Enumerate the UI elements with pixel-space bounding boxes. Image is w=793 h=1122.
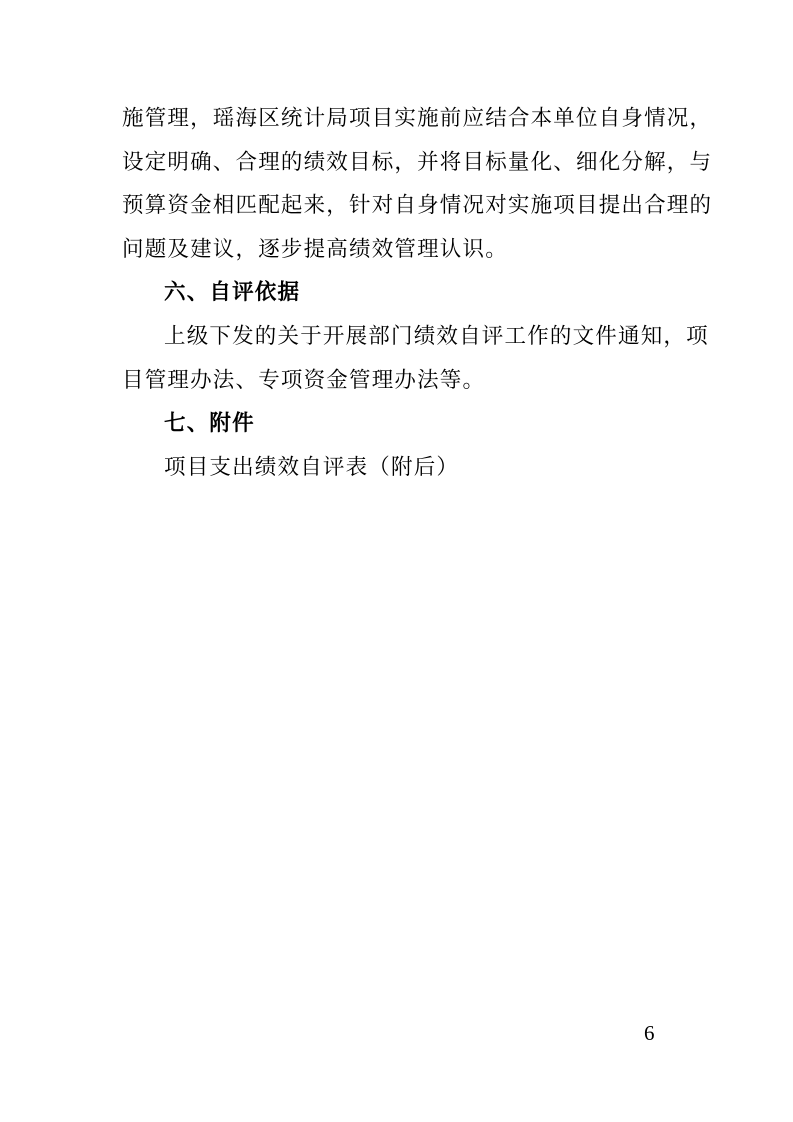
paragraph-line: 项目支出绩效自评表（附后） <box>164 455 460 480</box>
paragraph-line: 上级下发的关于开展部门绩效自评工作的文件通知，项 <box>164 324 709 349</box>
paragraph-line: 目管理办法、专项资金管理办法等。 <box>122 368 486 393</box>
section-heading-7: 七、附件 <box>164 411 255 436</box>
paragraph-line: 施管理，瑶海区统计局项目实施前应结合本单位自身情况， <box>122 106 713 131</box>
paragraph-line: 预算资金相匹配起来，针对自身情况对实施项目提出合理的 <box>122 193 713 218</box>
page-number: 6 <box>644 1021 655 1045</box>
paragraph-line: 设定明确、合理的绩效目标，并将目标量化、细化分解，与 <box>122 150 713 175</box>
paragraph-line: 问题及建议，逐步提高绩效管理认识。 <box>122 237 508 262</box>
section-heading-6: 六、自评依据 <box>164 280 301 305</box>
